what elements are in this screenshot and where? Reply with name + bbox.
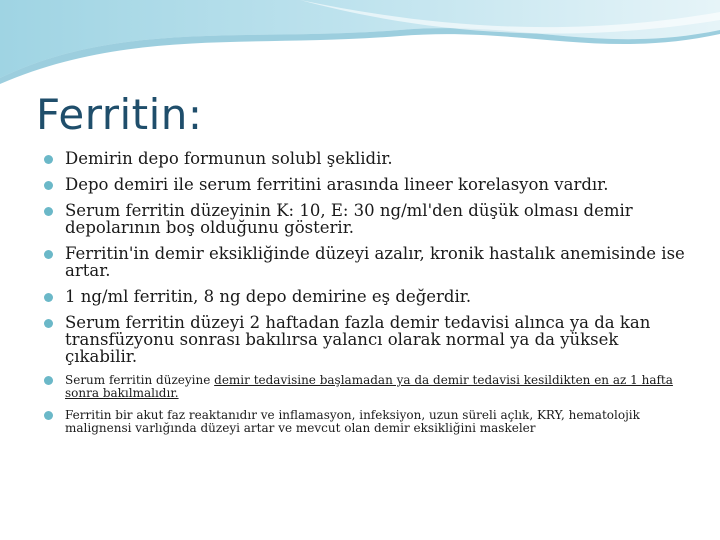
list-item-text: Ferritin'in demir eksikliğinde düzeyi azalır, kronik hastalık anemisinde ise artar.	[65, 244, 685, 280]
list-item	[44, 374, 694, 400]
list-item	[44, 202, 694, 236]
list-item-text: Serum ferritin düzeyine	[65, 373, 215, 387]
slide-title: Ferritin:	[36, 90, 203, 139]
underlined-text: demir tedavisine başlamadan ya da demir tedavisi kesildikten en az 1 hafta sonra bakılmalıdır.	[65, 373, 673, 400]
list-item-text: Serum ferritin düzeyinin K: 10, E: 30 ng/ml'den düşük olması demir depolarının boş olduğunu gösterir.	[65, 201, 633, 237]
list-item	[44, 150, 694, 167]
list-item-text: Serum ferritin düzeyi 2 haftadan fazla demir tedavisi alınca ya da kan transfüzyonu sonrası bakılırsa yalancı olarak normal ya da yüksek çıkabilir.	[65, 313, 651, 366]
bullet-list	[44, 150, 694, 444]
list-item-text: Depo demiri ile serum ferritini arasında lineer korelasyon vardır.	[65, 175, 609, 194]
header-wave-decoration	[0, 0, 720, 90]
bullet-dot-icon	[44, 411, 53, 420]
list-item-text: Demirin depo formunun solubl şeklidir.	[65, 149, 393, 168]
bullet-dot-icon	[44, 181, 53, 190]
list-item-text: Ferritin bir akut faz reaktanıdır ve inflamasyon, infeksiyon, uzun süreli açlık, KRY, hematolojik malignensi varlığında düzeyi artar ve mevcut olan demir eksikliğini maskeler	[65, 408, 640, 435]
list-item	[44, 176, 694, 193]
bullet-dot-icon	[44, 250, 53, 259]
bullet-dot-icon	[44, 155, 53, 164]
list-item	[44, 409, 694, 435]
list-item	[44, 245, 694, 279]
bullet-dot-icon	[44, 293, 53, 302]
list-item	[44, 314, 694, 365]
list-item-text: 1 ng/ml ferritin, 8 ng depo demirine eş değerdir.	[65, 287, 472, 306]
bullet-dot-icon	[44, 319, 53, 328]
bullet-dot-icon	[44, 207, 53, 216]
bullet-dot-icon	[44, 376, 53, 385]
list-item	[44, 288, 694, 305]
